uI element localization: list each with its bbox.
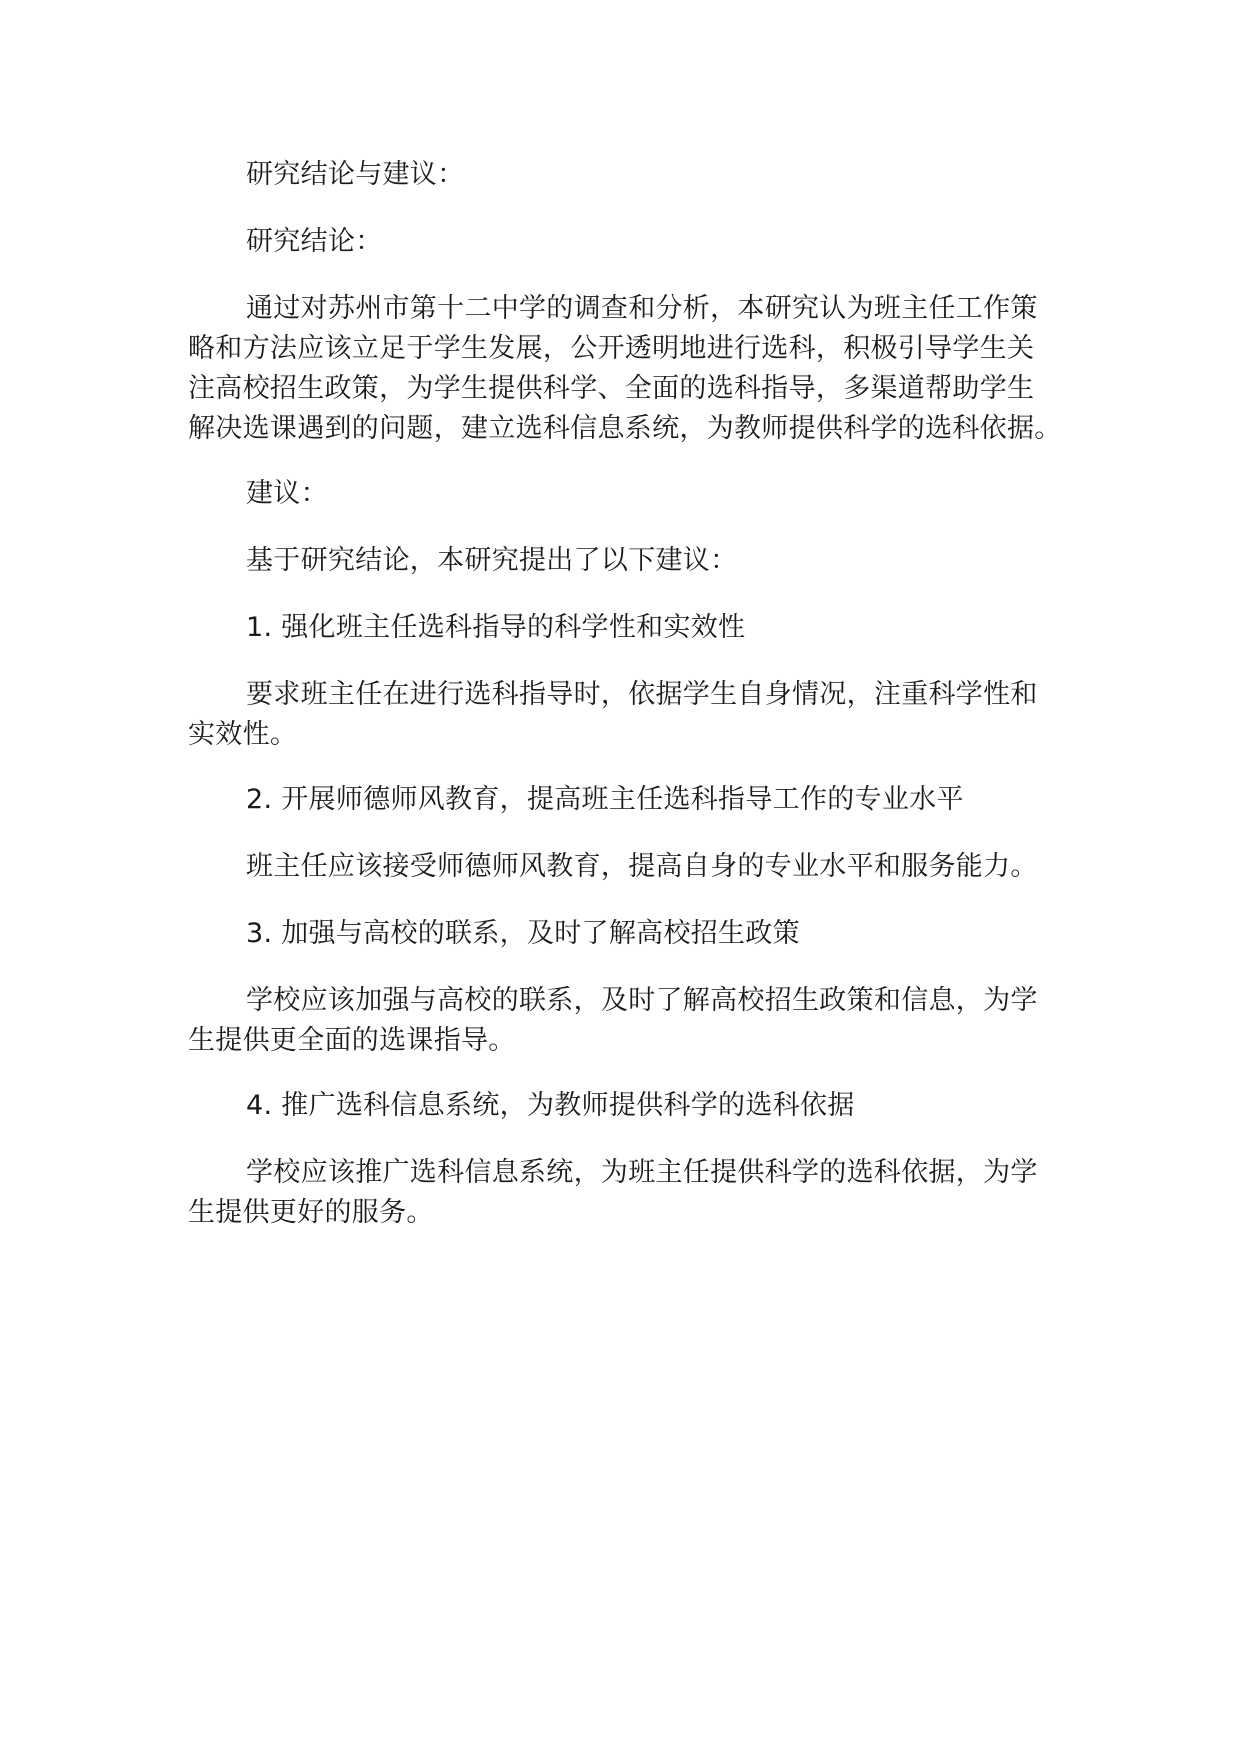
paragraph-line: 学校应该推广选科信息系统，为班主任提供科学的选科依据，为学: [246, 1157, 1038, 1188]
subsection-heading-conclusions: 研究结论：: [246, 226, 383, 257]
paragraph-line: 生提供更全面的选课指导。: [188, 1025, 516, 1056]
suggestion-title-block: [188, 780, 1068, 820]
suggestion-title-block: [188, 1086, 1068, 1126]
paragraph-line: 学校应该加强与高校的联系，及时了解高校招生政策和信息，为学: [246, 985, 1038, 1016]
suggestion-title-block: [188, 608, 1068, 648]
suggestions-intro-block: [188, 541, 1068, 581]
paragraph-line: 注高校招生政策，为学生提供科学、全面的选科指导，多渠道帮助学生: [188, 373, 1035, 404]
suggestion-title-block: [188, 914, 1068, 954]
document-body: [188, 155, 1068, 1258]
paragraph-line: 通过对苏州市第十二中学的调查和分析，本研究认为班主任工作策: [246, 293, 1038, 324]
paragraph-line: 略和方法应该立足于学生发展，公开透明地进行选科，积极引导学生关: [188, 333, 1035, 364]
suggestion-title: 4. 推广选科信息系统，为教师提供科学的选科依据: [246, 1090, 855, 1121]
suggestion-title: 1. 强化班主任选科指导的科学性和实效性: [246, 612, 746, 643]
suggestion-body: [188, 847, 1068, 887]
suggestion-body: [188, 1153, 1068, 1233]
suggestion-title: 2. 开展师德师风教育，提高班主任选科指导工作的专业水平: [246, 784, 964, 815]
section-heading: 研究结论与建议：: [246, 159, 465, 190]
subsection-heading-block: [188, 222, 1068, 262]
suggestion-title: 3. 加强与高校的联系，及时了解高校招生政策: [246, 918, 800, 949]
paragraph-line: 实效性。: [188, 719, 298, 750]
paragraph-line: 生提供更好的服务。: [188, 1197, 434, 1228]
suggestion-body: [188, 981, 1068, 1061]
subsection-heading-block: [188, 474, 1068, 514]
suggestion-body: [188, 675, 1068, 755]
subsection-heading-suggestions: 建议：: [246, 478, 328, 509]
suggestions-intro: 基于研究结论，本研究提出了以下建议：: [246, 545, 738, 576]
paragraph-line: 班主任应该接受师德师风教育，提高自身的专业水平和服务能力。: [246, 851, 1038, 882]
paragraph-line: 要求班主任在进行选科指导时，依据学生自身情况，注重科学性和: [246, 679, 1038, 710]
paragraph-line: 解决选课遇到的问题，建立选科信息系统，为教师提供科学的选科依据。: [188, 413, 1062, 444]
section-heading-block: [188, 155, 1068, 195]
conclusion-paragraph: [188, 289, 1068, 449]
